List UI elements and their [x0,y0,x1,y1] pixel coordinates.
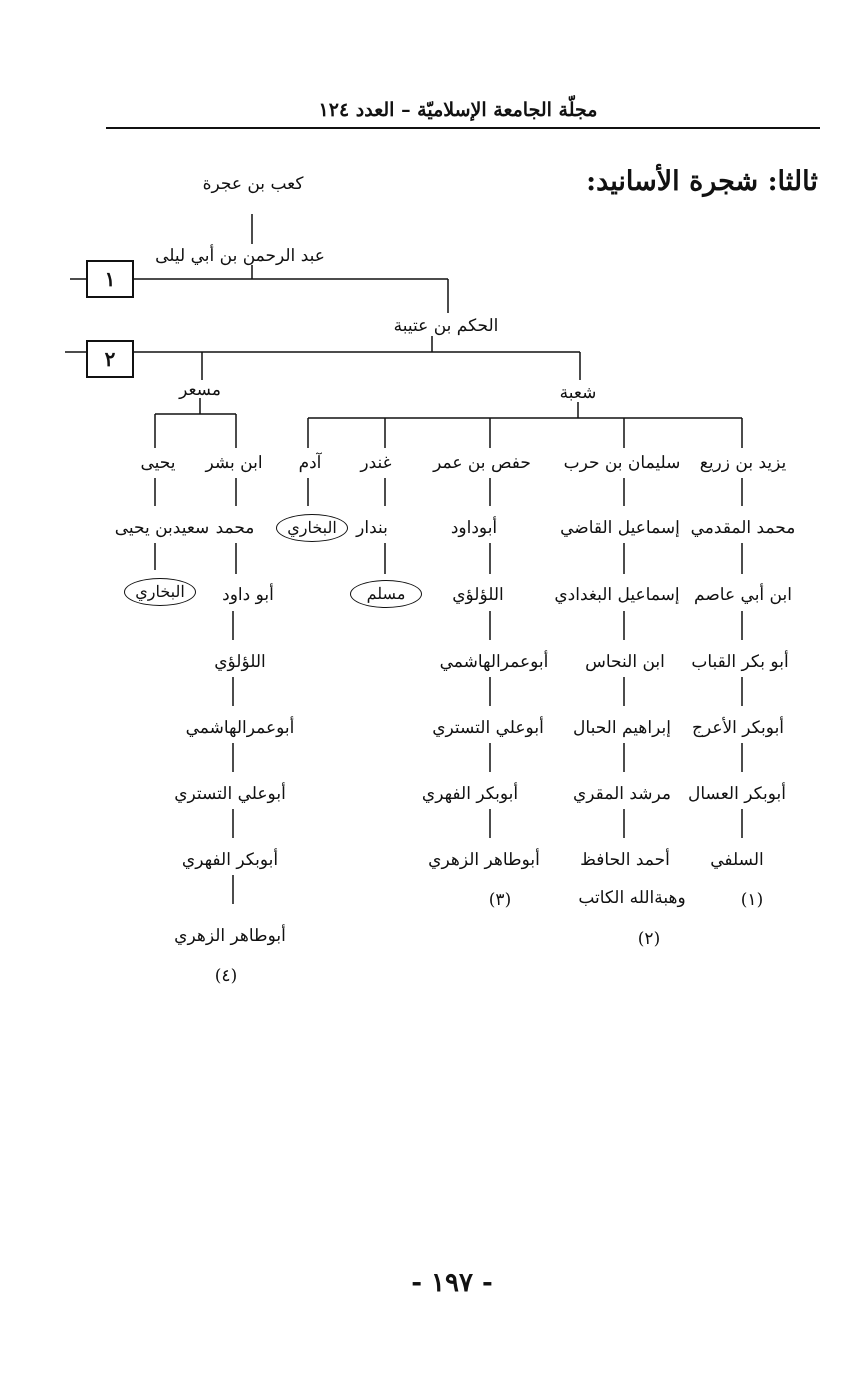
ibn-bishr-node: أبوعمرالهاشمي [185,718,295,738]
journal-header: مجلّة الجامعة الإسلاميّة – العدد ١٢٤ [318,99,598,121]
col2-node: أحمد الحافظ [580,850,670,870]
ibn-bishr-node: أبوطاهر الزهري [174,926,286,946]
bukhari-oval: البخاري [276,514,348,542]
yahya-node: يحيى [140,453,176,473]
col1-node: محمد المقدمي [690,518,796,538]
col3-node: حفص بن عمر [433,453,531,473]
ibn-bishr-node: اللؤلؤي [214,652,266,672]
bukhari-oval: البخاري [124,578,196,606]
narrator-misar: مسعر [179,380,221,400]
col3-node: أبوعمرالهاشمي [439,652,549,672]
adam-node: آدم [298,453,322,473]
narrator-level3: الحكم بن عتيبة [393,316,499,336]
col3-node: أبوعلي التستري [432,718,544,738]
narrator-shuba: شعبة [559,383,597,403]
chain-number-3: (٣) [488,890,512,910]
col1-node: السلفي [710,850,764,870]
col2-node: سليمان بن حرب [563,453,681,473]
col3-node: أبوبكر الفهري [421,784,519,804]
col1-node: ابن أبي عاصم [694,585,792,605]
narrator-root: كعب بن عجرة [202,174,304,194]
chain-number-2: (٢) [637,929,661,949]
col2-node: إسماعيل البغدادي [554,585,680,605]
section-title: ثالثا: شجرة الأسانيد: [586,166,818,197]
col3-node: أبوطاهر الزهري [428,850,540,870]
chain-box-1: ١ [86,260,134,298]
narrator-level2: عبد الرحمن بن أبي ليلى [155,246,325,266]
chain-box-2: ٢ [86,340,134,378]
ibn-bishr-node: محمد [215,518,255,538]
ghundar-node: غندر [360,453,392,473]
yahya-node: سعيدبن يحيى [114,518,210,538]
col2-node: إبراهيم الحبال [573,718,671,738]
ghundar-node: بندار [356,518,388,538]
ibn-bishr-node: ابن بشر [205,453,263,473]
chain-number-1: (١) [740,890,764,910]
col2-node: إسماعيل القاضي [560,518,680,538]
col1-node: أبو بكر القباب [691,652,789,672]
ibn-bishr-node: أبوبكر الفهري [181,850,279,870]
ibn-bishr-node: أبو داود [222,585,274,605]
col3-node: أبوداود [450,518,498,538]
col2-node: مرشد المقري [572,784,672,804]
col1-node: يزيد بن زريع [699,453,787,473]
col3-node: اللؤلؤي [452,585,504,605]
chain-number-4: (٤) [214,966,238,986]
col1-node: أبوبكر العسال [688,784,786,804]
col2-node: ابن النحاس [585,652,665,672]
page-number: - ١٩٧ - [411,1268,493,1298]
muslim-oval: مسلم [350,580,422,608]
ibn-bishr-node: أبوعلي التستري [174,784,286,804]
col1-node: أبوبكر الأعرج [691,718,785,738]
col2-node: وهبةالله الكاتب [578,888,686,908]
